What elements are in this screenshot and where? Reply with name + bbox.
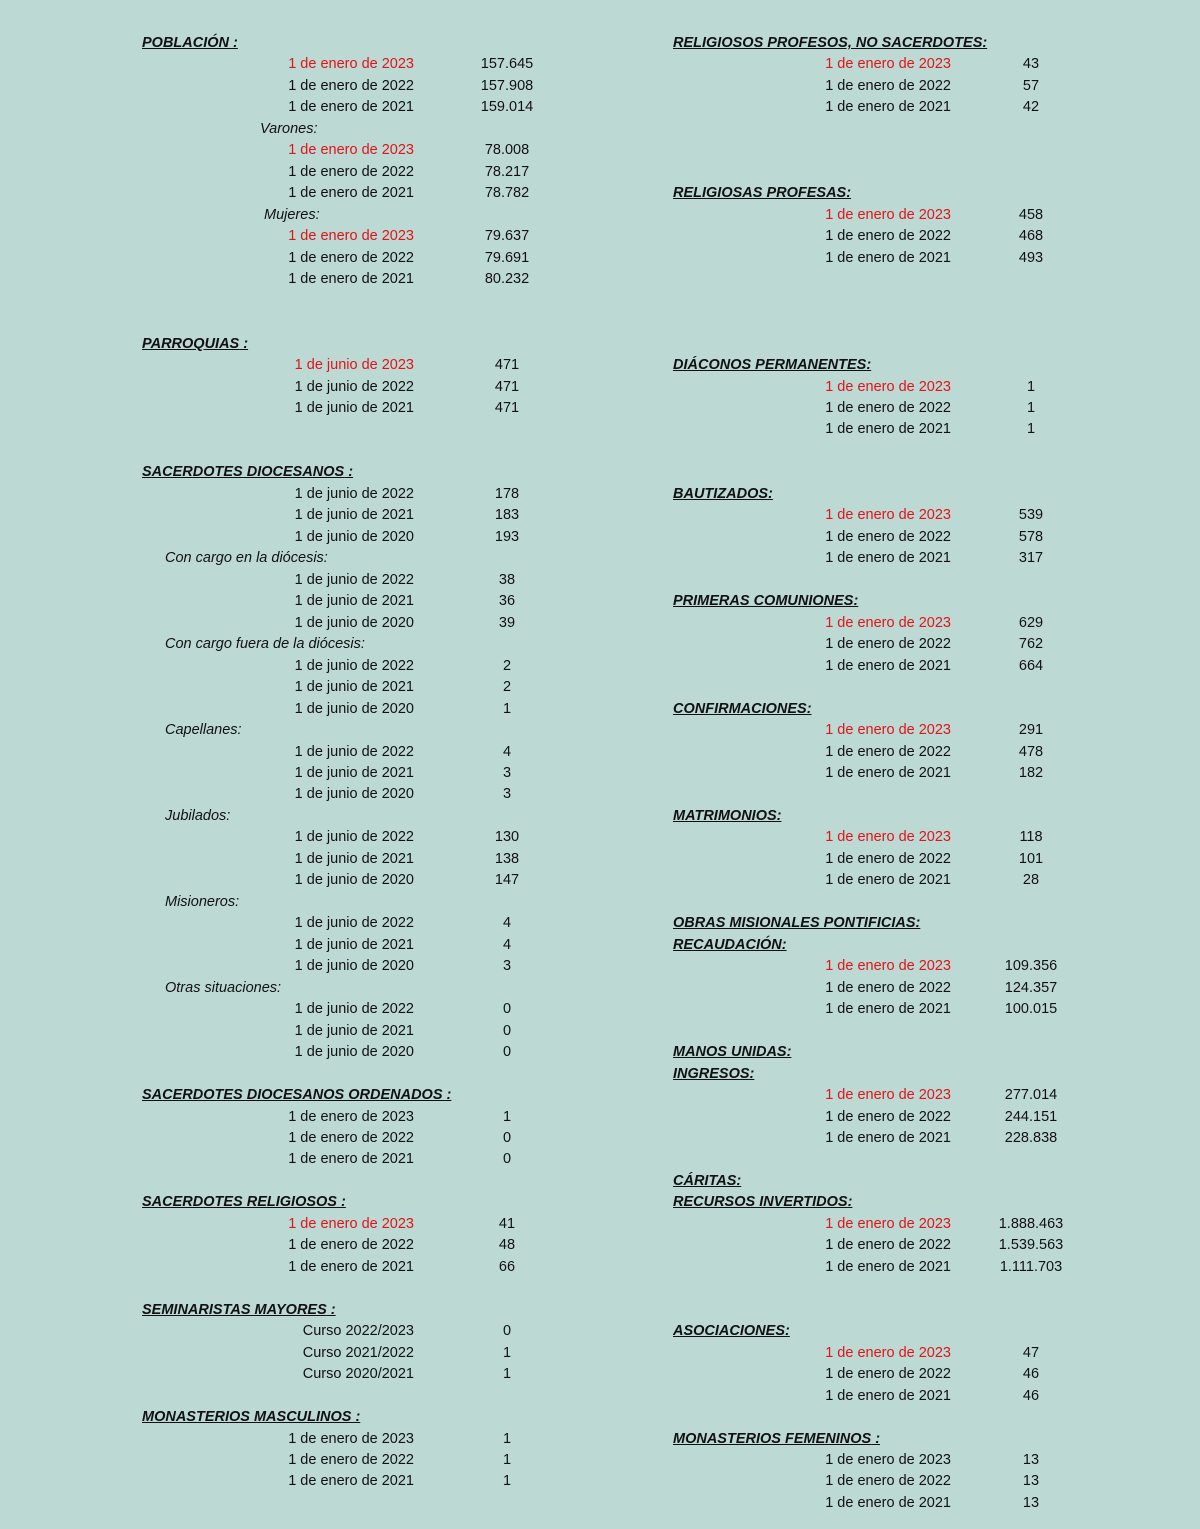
row-date-label: 1 de enero de 2023: [825, 378, 951, 395]
row-value: 79.637: [484, 228, 530, 245]
section-heading-colon: :: [229, 35, 238, 51]
row-date-label: 1 de junio de 2022: [294, 829, 414, 846]
section-heading-text: CONFIRMACIONES:: [673, 700, 812, 717]
section-heading-text: BAUTIZADOS:: [673, 485, 773, 502]
row-date-label: Curso 2022/2023: [302, 1323, 414, 1340]
row-date-label: 1 de enero de 2023: [825, 829, 951, 846]
row-value: 478: [1018, 743, 1044, 760]
row-value: 0: [502, 1001, 512, 1018]
row-value: 1: [502, 1108, 512, 1125]
section-heading-text: SEMINARISTAS MAYORES: [142, 1301, 327, 1318]
row-date-label: 1 de junio de 2022: [294, 1001, 414, 1018]
row-value: 664: [1018, 657, 1044, 674]
row-date-label: 1 de enero de 2023: [288, 1108, 414, 1125]
row-date-label: 1 de enero de 2022: [288, 1237, 414, 1254]
row-value: 1: [502, 700, 512, 717]
row-date-label: 1 de enero de 2022: [825, 528, 951, 545]
row-date-label: 1 de junio de 2022: [294, 657, 414, 674]
row-date-label: 1 de junio de 2021: [294, 679, 414, 696]
row-value: 1: [1026, 378, 1036, 395]
row-value: 3: [502, 958, 512, 975]
section-heading-text: RECURSOS INVERTIDOS:: [673, 1194, 853, 1211]
section-heading-sacerdotes-diocesanos: [142, 463, 353, 481]
row-date-label: Curso 2021/2022: [302, 1344, 414, 1361]
section-heading-text: MONASTERIOS MASCULINOS: [142, 1409, 352, 1426]
section-heading-monasterios-masculinos: [142, 1408, 360, 1426]
section-heading-matrimonios: [673, 807, 781, 825]
row-date-label: 1 de enero de 2023: [825, 1452, 951, 1469]
row-date-label: 1 de junio de 2020: [294, 1044, 414, 1061]
row-value: 157.908: [480, 77, 534, 94]
row-value: 1.111.703: [999, 1258, 1063, 1275]
row-value: 46: [1022, 1387, 1040, 1404]
section-heading-obras-misionales-pontificias: [673, 914, 920, 932]
row-date-label: 1 de enero de 2022: [825, 1366, 951, 1383]
row-date-label: 1 de junio de 2021: [294, 507, 414, 524]
row-value: 3: [502, 764, 512, 781]
section-heading-asociaciones: [673, 1322, 790, 1340]
row-date-label: 1 de enero de 2021: [825, 1387, 951, 1404]
row-value: 36: [498, 593, 516, 610]
row-value: 159.014: [480, 99, 534, 116]
row-date-label: 1 de junio de 2022: [294, 915, 414, 932]
row-date-label: 1 de enero de 2021: [288, 185, 414, 202]
row-date-label: 1 de enero de 2021: [288, 1151, 414, 1168]
section-heading-colon: :: [326, 1301, 336, 1318]
row-date-label: 1 de enero de 2021: [825, 550, 951, 567]
row-date-label: 1 de junio de 2021: [294, 936, 414, 953]
row-value: 1: [1026, 399, 1036, 416]
row-date-label: 1 de enero de 2022: [825, 850, 951, 867]
row-date-label: 1 de enero de 2021: [825, 421, 951, 438]
section-heading-text: MATRIMONIOS:: [673, 807, 782, 824]
row-date-label: 1 de enero de 2021: [825, 1258, 951, 1275]
row-date-label: 1 de junio de 2023: [294, 357, 414, 374]
row-value: 0: [502, 1044, 512, 1061]
row-value: 124.357: [1004, 979, 1058, 996]
row-value: 43: [1022, 56, 1040, 73]
section-heading-text: SACERDOTES DIOCESANOS: [142, 464, 345, 481]
row-date-label: 1 de enero de 2023: [825, 722, 951, 739]
row-date-label: 1 de enero de 2023: [825, 1087, 951, 1104]
subsection-label: Otras situaciones:: [165, 979, 282, 996]
row-date-label: 1 de enero de 2021: [825, 1129, 951, 1146]
subsection-label: Con cargo en la diócesis:: [165, 550, 328, 567]
row-date-label: 1 de enero de 2021: [825, 1494, 951, 1511]
row-date-label: 1 de enero de 2023: [825, 56, 951, 73]
row-value: 109.356: [1004, 958, 1058, 975]
section-heading-text: INGRESOS:: [673, 1065, 755, 1082]
row-date-label: 1 de enero de 2023: [825, 1344, 951, 1361]
row-value: 629: [1018, 614, 1044, 631]
row-value: 78.008: [484, 142, 530, 159]
row-date-label: 1 de junio de 2022: [294, 485, 414, 502]
row-date-label: 1 de enero de 2022: [825, 1108, 951, 1125]
row-value: 193: [494, 528, 520, 545]
row-date-label: 1 de enero de 2022: [288, 77, 414, 94]
row-date-label: 1 de enero de 2022: [825, 979, 951, 996]
row-date-label: 1 de junio de 2020: [294, 872, 414, 889]
section-heading-sacerdotes-religiosos: [142, 1193, 346, 1211]
row-date-label: 1 de junio de 2022: [294, 743, 414, 760]
row-date-label: 1 de enero de 2021: [825, 99, 951, 116]
section-heading-text: POBLACIÓN: [142, 35, 229, 51]
subsection-label: Jubilados:: [165, 807, 231, 824]
row-date-label: 1 de enero de 2022: [288, 249, 414, 266]
row-date-label: 1 de enero de 2023: [288, 56, 414, 73]
row-value: 1: [502, 1366, 512, 1383]
row-date-label: 1 de enero de 2022: [825, 743, 951, 760]
row-value: 762: [1018, 636, 1044, 653]
row-date-label: 1 de junio de 2020: [294, 528, 414, 545]
section-heading-text: SACERDOTES DIOCESANOS ORDENADOS: [142, 1087, 443, 1104]
subsection-label: Mujeres:: [264, 206, 320, 223]
section-heading-text: MONASTERIOS FEMENINOS: [673, 1430, 872, 1447]
row-value: 291: [1018, 722, 1044, 739]
row-value: 0: [502, 1129, 512, 1146]
row-date-label: 1 de enero de 2023: [825, 507, 951, 524]
section-heading-monasterios-femeninos: [673, 1430, 880, 1448]
row-value: 39: [498, 614, 516, 631]
section-heading-ingresos: [673, 1065, 754, 1083]
row-date-label: Curso 2020/2021: [302, 1366, 414, 1383]
row-date-label: 1 de enero de 2023: [825, 206, 951, 223]
section-heading-text: OBRAS MISIONALES PONTIFICIAS:: [673, 915, 921, 932]
row-value: 100.015: [1004, 1001, 1058, 1018]
row-value: 80.232: [484, 271, 530, 288]
section-heading-religiosos-profesos-no-sacerdotes: [673, 34, 987, 52]
subsection-label: Varones:: [260, 120, 318, 137]
row-value: 130: [494, 829, 520, 846]
row-value: 578: [1018, 528, 1044, 545]
section-heading-colon: :: [871, 1430, 881, 1447]
row-date-label: 1 de enero de 2021: [825, 249, 951, 266]
row-date-label: 1 de enero de 2021: [825, 657, 951, 674]
row-value: 1: [502, 1473, 512, 1490]
subsection-label: Capellanes:: [165, 722, 242, 739]
row-value: 78.782: [484, 185, 530, 202]
row-value: 471: [494, 399, 520, 416]
section-heading-text: MANOS UNIDAS:: [673, 1044, 792, 1061]
row-value: 539: [1018, 507, 1044, 524]
row-value: 41: [498, 1215, 516, 1232]
section-heading-bautizados: [673, 485, 773, 503]
row-date-label: 1 de enero de 2022: [825, 399, 951, 416]
row-date-label: 1 de enero de 2023: [288, 142, 414, 159]
subsection-label: Con cargo fuera de la diócesis:: [165, 636, 365, 653]
row-date-label: 1 de enero de 2022: [825, 77, 951, 94]
row-date-label: 1 de junio de 2021: [294, 850, 414, 867]
section-heading-caritas: [673, 1172, 741, 1190]
section-heading-diaconos-permanentes: [673, 356, 871, 374]
subsection-label: Misioneros:: [165, 893, 240, 910]
row-date-label: 1 de junio de 2022: [294, 378, 414, 395]
section-heading-primeras-comuniones: [673, 592, 858, 610]
section-heading-text: DIÁCONOS PERMANENTES:: [673, 357, 872, 374]
section-heading-confirmaciones: [673, 700, 812, 718]
row-value: 493: [1018, 249, 1044, 266]
row-date-label: 1 de enero de 2023: [825, 1215, 951, 1232]
row-date-label: 1 de enero de 2021: [288, 99, 414, 116]
section-heading-recaudacion: [673, 936, 787, 954]
row-date-label: 1 de junio de 2022: [294, 571, 414, 588]
row-value: 28: [1022, 872, 1040, 889]
section-heading-text: RELIGIOSAS PROFESAS:: [673, 185, 852, 202]
row-date-label: 1 de enero de 2022: [825, 1237, 951, 1254]
row-value: 138: [494, 850, 520, 867]
row-value: 0: [502, 1323, 512, 1340]
row-value: 38: [498, 571, 516, 588]
row-value: 1: [502, 1430, 512, 1447]
section-heading-text: PRIMERAS COMUNIONES:: [673, 593, 859, 610]
row-date-label: 1 de enero de 2021: [825, 872, 951, 889]
row-date-label: 1 de enero de 2021: [825, 764, 951, 781]
row-value: 2: [502, 679, 512, 696]
row-value: 2: [502, 657, 512, 674]
row-value: 101: [1018, 850, 1044, 867]
section-heading-text: RELIGIOSOS PROFESOS, NO SACERDOTES:: [673, 35, 988, 51]
row-value: 244.151: [1004, 1108, 1058, 1125]
row-date-label: 1 de enero de 2023: [288, 228, 414, 245]
section-heading-religiosas-profesas: [673, 184, 851, 202]
section-heading-text: PARROQUIAS: [142, 335, 240, 352]
row-value: 458: [1018, 206, 1044, 223]
row-value: 46: [1022, 1366, 1040, 1383]
row-value: 468: [1018, 228, 1044, 245]
row-date-label: 1 de enero de 2023: [825, 958, 951, 975]
row-value: 57: [1022, 77, 1040, 94]
row-value: 1: [502, 1344, 512, 1361]
row-value: 471: [494, 357, 520, 374]
row-value: 4: [502, 915, 512, 932]
row-date-label: 1 de junio de 2020: [294, 614, 414, 631]
row-value: 118: [1019, 829, 1043, 846]
section-heading-parroquias: [142, 335, 248, 353]
row-value: 0: [502, 1151, 512, 1168]
row-value: 4: [502, 743, 512, 760]
row-value: 182: [1018, 764, 1044, 781]
section-heading-colon: :: [442, 1087, 452, 1104]
row-date-label: 1 de enero de 2022: [288, 1452, 414, 1469]
section-heading-colon: :: [336, 1194, 346, 1211]
row-value: 1.888.463: [998, 1215, 1064, 1232]
row-value: 4: [502, 936, 512, 953]
section-heading-colon: :: [344, 464, 354, 481]
row-date-label: 1 de junio de 2021: [294, 399, 414, 416]
row-date-label: 1 de enero de 2023: [825, 614, 951, 631]
row-value: 48: [498, 1237, 516, 1254]
row-date-label: 1 de enero de 2021: [288, 1258, 414, 1275]
row-date-label: 1 de enero de 2023: [288, 1430, 414, 1447]
row-value: 183: [494, 507, 520, 524]
row-date-label: 1 de enero de 2022: [825, 228, 951, 245]
row-value: 1: [502, 1452, 512, 1469]
row-date-label: 1 de enero de 2021: [288, 271, 414, 288]
section-heading-text: CÁRITAS:: [673, 1172, 742, 1189]
section-heading-text: SACERDOTES RELIGIOSOS: [142, 1194, 337, 1211]
row-value: 79.691: [484, 249, 530, 266]
row-value: 0: [502, 1022, 512, 1039]
row-value: 13: [1022, 1494, 1040, 1511]
section-heading-text: ASOCIACIONES:: [673, 1323, 790, 1340]
row-date-label: 1 de junio de 2020: [294, 786, 414, 803]
row-value: 47: [1022, 1344, 1040, 1361]
row-date-label: 1 de junio de 2021: [294, 1022, 414, 1039]
section-heading-recursos-invertidos: [673, 1193, 852, 1211]
section-heading-sacerdotes-diocesanos-ordenados: [142, 1086, 451, 1104]
row-value: 471: [494, 378, 520, 395]
row-value: 13: [1022, 1473, 1040, 1490]
row-value: 66: [498, 1258, 516, 1275]
row-value: 1.539.563: [998, 1237, 1064, 1254]
row-date-label: 1 de junio de 2020: [294, 958, 414, 975]
row-value: 317: [1018, 550, 1044, 567]
row-date-label: 1 de enero de 2022: [825, 1473, 951, 1490]
row-value: 228.838: [1004, 1129, 1058, 1146]
row-date-label: 1 de junio de 2021: [294, 593, 414, 610]
section-heading-text: RECAUDACIÓN:: [673, 936, 787, 953]
row-date-label: 1 de enero de 2021: [825, 1001, 951, 1018]
row-value: 1: [1026, 421, 1036, 438]
row-value: 13: [1022, 1452, 1040, 1469]
row-value: 147: [494, 872, 520, 889]
row-value: 78.217: [484, 163, 530, 180]
row-date-label: 1 de enero de 2022: [825, 636, 951, 653]
section-heading-seminaristas-mayores: [142, 1301, 336, 1319]
row-value: 157.645: [480, 56, 534, 73]
row-value: 3: [502, 786, 512, 803]
row-date-label: 1 de enero de 2022: [288, 163, 414, 180]
row-date-label: 1 de junio de 2020: [294, 700, 414, 717]
row-date-label: 1 de enero de 2021: [288, 1473, 414, 1490]
section-heading-colon: :: [239, 335, 249, 352]
row-date-label: 1 de enero de 2022: [288, 1129, 414, 1146]
row-date-label: 1 de junio de 2021: [294, 764, 414, 781]
row-value: 42: [1022, 99, 1040, 116]
section-heading-manos-unidas: [673, 1043, 791, 1061]
section-heading-poblacion: [142, 34, 238, 52]
row-value: 178: [494, 485, 520, 502]
section-heading-colon: :: [351, 1409, 361, 1426]
right-column: [600, 0, 1200, 1529]
row-date-label: 1 de enero de 2023: [288, 1215, 414, 1232]
row-value: 277.014: [1004, 1087, 1058, 1104]
